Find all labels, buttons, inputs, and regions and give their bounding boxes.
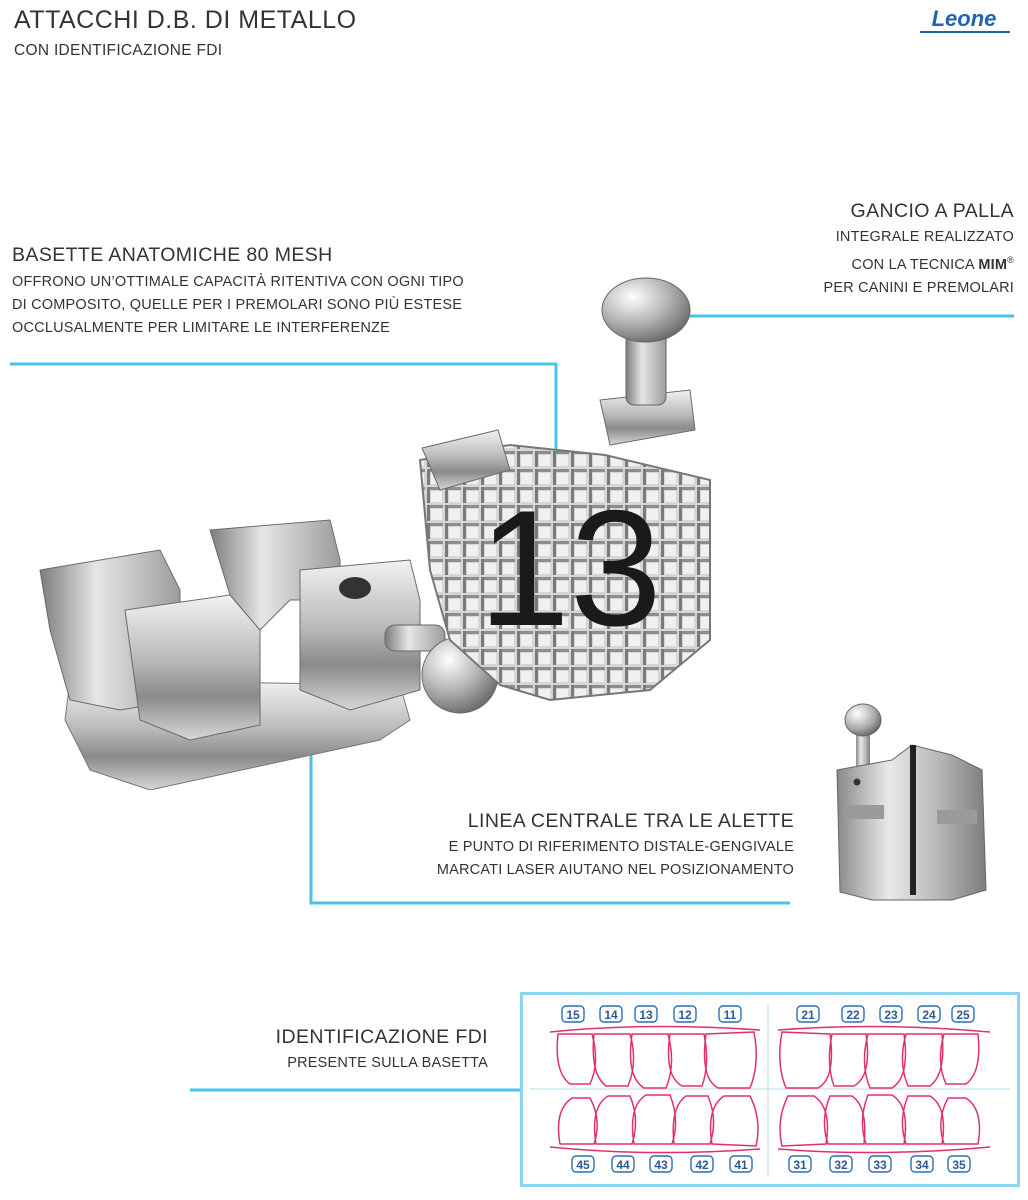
tooth-12: 12 [678,1008,692,1022]
gancio-heading: GANCIO A PALLA [850,200,1014,222]
linea-line-1: E PUNTO DI RIFERIMENTO DISTALE-GENGIVALE [448,839,794,855]
tooth-34: 34 [915,1158,929,1172]
tooth-14: 14 [604,1008,618,1022]
tooth-15: 15 [566,1008,580,1022]
fdi-chart [520,992,1020,1187]
tooth-13: 13 [639,1008,653,1022]
bracket-number: 13 [478,476,662,660]
tooth-35: 35 [952,1158,966,1172]
tooth-22: 22 [846,1008,860,1022]
tooth-32: 32 [834,1158,848,1172]
gancio-line-2 [823,249,1014,277]
mim-label: MIM [978,256,1008,273]
tooth-21: 21 [801,1008,815,1022]
gancio-line-2-pre: CON LA TECNICA [851,256,979,273]
fdi-heading: IDENTIFICAZIONE FDI [275,1026,488,1048]
tooth-31: 31 [793,1158,807,1172]
gancio-line-1: INTEGRALE REALIZZATO [835,229,1014,245]
bracket-illustration [30,270,720,790]
tooth-43: 43 [654,1158,668,1172]
tooth-11: 11 [723,1008,737,1022]
tooth-44: 44 [616,1158,630,1172]
tooth-23: 23 [884,1008,898,1022]
basette-heading: BASETTE ANATOMICHE 80 MESH [12,244,333,266]
tooth-25: 25 [956,1008,970,1022]
small-bracket-illustration [832,700,992,910]
tooth-24: 24 [922,1008,936,1022]
page-subtitle: CON IDENTIFICAZIONE FDI [14,42,223,59]
gancio-line-3: PER CANINI E PREMOLARI [823,279,1014,296]
registered-mark: ® [1007,255,1014,265]
linea-heading: LINEA CENTRALE TRA LE ALETTE [467,810,794,832]
tooth-41: 41 [734,1158,748,1172]
basette-line-3: OCCLUSALMENTE PER LIMITARE LE INTERFERENZE [12,320,390,336]
brand-logo-text: Leone [931,6,997,31]
fdi-text: PRESENTE SULLA BASETTA [287,1055,488,1071]
basette-line-2: DI COMPOSITO, QUELLE PER I PREMOLARI SONO PIÙ ESTESE [12,297,463,313]
tooth-33: 33 [873,1158,887,1172]
linea-text [437,836,794,882]
tooth-42: 42 [695,1158,709,1172]
tooth-45: 45 [576,1158,590,1172]
linea-line-2: MARCATI LASER AIUTANO NEL POSIZIONAMENTO [436,862,794,878]
page-title: ATTACCHI D.B. DI METALLO [14,6,357,34]
gancio-text [823,226,1014,300]
basette-line-1: OFFRONO UN’OTTIMALE CAPACITÀ RITENTIVA CON OGNI TIPO [12,274,464,290]
